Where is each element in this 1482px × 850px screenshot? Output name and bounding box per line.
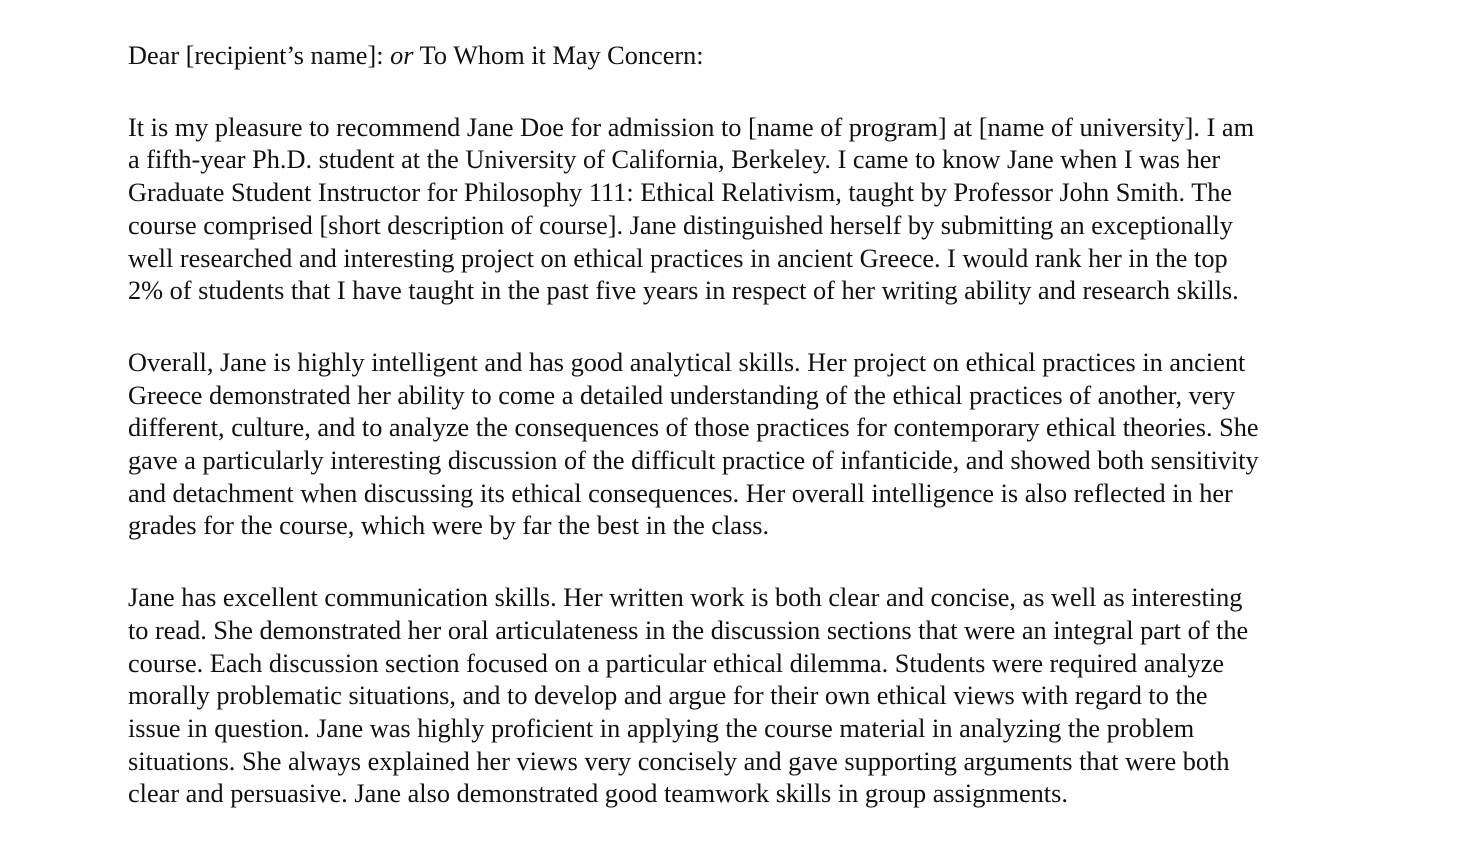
- paragraph-line: clear and persuasive. Jane also demonstrated good teamwork skills in group assignments.: [128, 779, 1068, 809]
- paragraph-line: morally problematic situations, and to develop and argue for their own ethical views with regard to the: [128, 681, 1208, 711]
- paragraph-line: 2% of students that I have taught in the past five years in respect of her writing ability and research skills.: [128, 276, 1239, 306]
- paragraph-line: situations. She always explained her views very concisely and gave supporting arguments that were both: [128, 746, 1230, 776]
- paragraph-line: It is my pleasure to recommend Jane Doe for admission to [name of program] at [name of university]. I am: [128, 112, 1255, 142]
- paragraph-line: course comprised [short description of course]. Jane distinguished herself by submitting an exceptionally: [128, 210, 1233, 240]
- salutation-before: Dear [recipient’s name]:: [128, 41, 391, 70]
- cropped-text-line: [128, 0, 528, 2]
- paragraph-line: well researched and interesting project on ethical practices in ancient Greece. I would rank her in the top: [128, 243, 1228, 273]
- paragraph-line: different, culture, and to analyze the consequences of those practices for contemporary ethical theories. She: [128, 413, 1259, 443]
- paragraph-line: grades for the course, which were by far the best in the class.: [128, 511, 770, 541]
- paragraph-line: a fifth-year Ph.D. student at the University of California, Berkeley. I came to know Jane when I was her: [128, 145, 1221, 175]
- paragraph-communication: [128, 582, 1358, 811]
- paragraph-line: Jane has excellent communication skills. Her written work is both clear and concise, as well as interesting: [128, 583, 1243, 613]
- salutation: [128, 40, 1358, 73]
- paragraph-line: to read. She demonstrated her oral articulateness in the discussion sections that were an integral part of the: [128, 615, 1249, 645]
- paragraph-line: Greece demonstrated her ability to come a detailed understanding of the ethical practices of another, very: [128, 380, 1236, 410]
- paragraph-line: gave a particularly interesting discussion of the difficult practice of infanticide, and showed both sensitivity: [128, 446, 1259, 476]
- paragraph-line: Graduate Student Instructor for Philosophy 111: Ethical Relativism, taught by Professor John Smith. The: [128, 178, 1233, 208]
- salutation-connector: or: [390, 41, 414, 70]
- salutation-after: To Whom it May Concern:: [413, 41, 704, 70]
- paragraph-line: Overall, Jane is highly intelligent and has good analytical skills. Her project on ethical practices in ancient: [128, 347, 1246, 377]
- paragraph-line: issue in question. Jane was highly proficient in applying the course material in analyzing the problem: [128, 713, 1195, 743]
- paragraph-line: course. Each discussion section focused on a particular ethical dilemma. Students were required analyze: [128, 648, 1225, 678]
- paragraph-intelligence: [128, 347, 1358, 543]
- paragraph-line: and detachment when discussing its ethical consequences. Her overall intelligence is also reflected in her: [128, 478, 1233, 508]
- paragraph-introduction: [128, 112, 1358, 308]
- letter-body: [128, 40, 1358, 850]
